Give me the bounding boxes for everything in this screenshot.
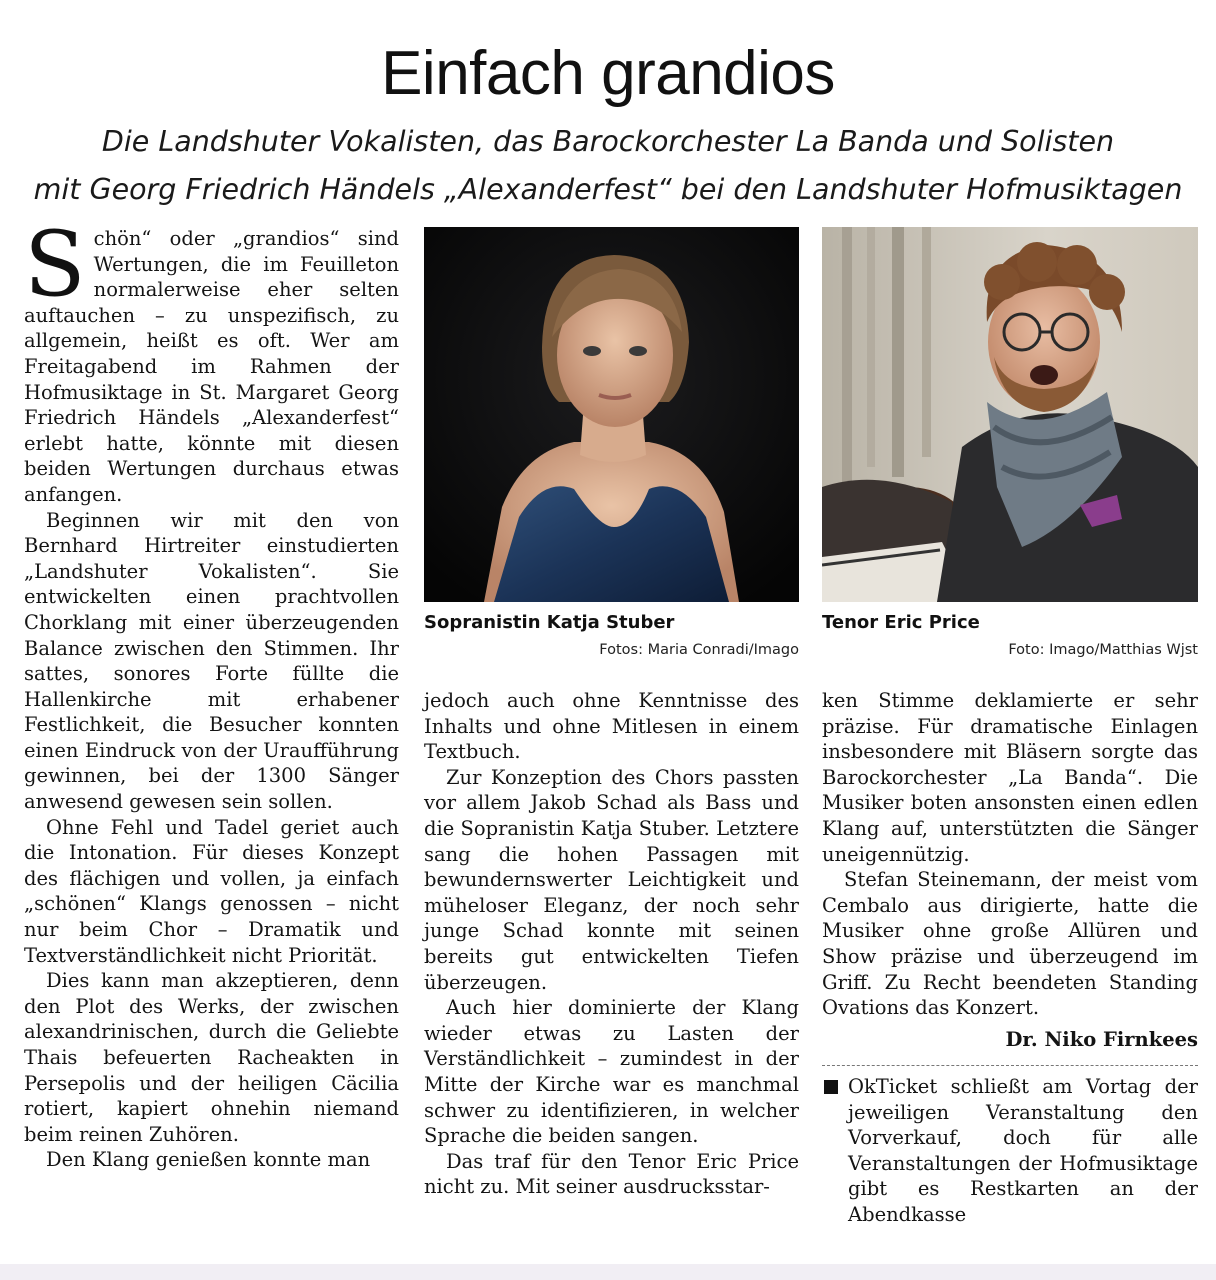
divider: [822, 1065, 1198, 1066]
photo-caption-tenor: Tenor Eric Price: [822, 612, 980, 633]
square-bullet-icon: [824, 1080, 838, 1094]
paragraph: Stefan Steinemann, der meist vom Cembalo aus dirigierte, hatte die Musiker ohne große Allüren und Show präzise und überzeugend im Griff. Zu Recht beendeten Standing Ovations das Konzert.: [822, 868, 1198, 1020]
article-column-3: [822, 688, 1198, 1052]
photo-credit-tenor: Foto: Imago/Matthias Wjst: [1008, 642, 1198, 658]
portrait-soprano-image: [424, 227, 799, 602]
paragraph: Das traf für den Tenor Eric Price nicht zu. Mit seiner ausdrucksstar-: [424, 1149, 799, 1199]
article-column-2: [424, 688, 799, 1200]
photo-caption-soprano: Sopranistin Katja Stuber: [424, 612, 675, 633]
paragraph: Ohne Fehl und Tadel geriet auch die Intonation. Für dieses Konzept des flächigen und vollen, ja einfach „schönen“ Klangs genossen – nicht nur beim Chor – Dramatik und Textverständlichkeit nicht Priorität.: [24, 815, 399, 967]
paragraph: Dies kann man akzeptieren, denn den Plot des Werks, der zwischen alexandrinischen, durch die Geliebte Thais befeuerten Racheakten in Persepolis und der heiligen Cäcilia rotiert, kapiert ohnehin niemand beim reinen Zuhören.: [24, 969, 399, 1146]
paragraph: jedoch auch ohne Kenntnisse des Inhalts und ohne Mitlesen in einem Textbuch.: [424, 689, 799, 764]
photo-soprano: [424, 227, 799, 602]
author-byline: Dr. Niko Firnkees: [1005, 1027, 1198, 1051]
subheadline: [0, 118, 1216, 214]
ticket-info-box: [822, 1074, 1198, 1228]
photo-tenor: [822, 227, 1198, 602]
subheadline-line-2: mit Georg Friedrich Händels „Alexanderfest“ bei den Landshuter Hofmusiktagen: [33, 173, 1183, 206]
drop-cap: S: [24, 212, 86, 317]
paragraph: [24, 212, 399, 508]
paragraph: Auch hier dominierte der Klang wieder etwas zu Lasten der Verständlichkeit – zumindest in der Mitte der Kirche war es manchmal schwer zu identifizieren, in welcher Sprache die beiden sangen.: [424, 996, 799, 1148]
ticket-info-text: OkTicket schließt am Vortag der jeweiligen Veranstaltung den Vorverkauf, doch für alle Veranstaltungen der Hofmusiktage gibt es Restkarten an der Abendkasse: [848, 1075, 1198, 1226]
photo-credit-soprano: Fotos: Maria Conradi/Imago: [599, 642, 799, 658]
article-column-1: [24, 212, 399, 1173]
subheadline-line-1: Die Landshuter Vokalisten, das Barockorchester La Banda und Solisten: [101, 125, 1115, 158]
bottom-edge: [0, 1264, 1216, 1280]
paragraph: Zur Konzeption des Chors passten vor allem Jakob Schad als Bass und die Sopranistin Katja Stuber. Letztere sang die hohen Passagen mit bewundernswerter Leichtigkeit und müheloser Eleganz, der noch sehr junge Schad konnte mit seinen bereits gut entwickelten Tiefen überzeugen.: [424, 765, 799, 994]
paragraph: ken Stimme deklamierte er sehr präzise. Für dramatische Einlagen insbesondere mit Bläsern sorgte das Barockorchester „La Banda“. Die Musiker boten ansonsten einen edlen Klang auf, unterstützten die Sänger uneigennützig.: [822, 689, 1198, 866]
headline: Einfach grandios: [381, 39, 835, 108]
paragraph-text: chön“ oder „grandios“ sind Wertungen, die im Feuilleton normalerweise eher selten auftauchen – zu unspezifisch, zu allgemein, heißt es oft. Wer am Freitagabend im Rahmen der Hofmusiktage in St. Margaret Georg Friedrich Händels „Alexanderfest“ erlebt hatte, könnte mit diesen beiden Wertungen durchaus etwas anfangen.: [24, 227, 399, 506]
paragraph: Beginnen wir mit den von Bernhard Hirtreiter einstudierten „Landshuter Vokalisten“. Sie entwickelten einen prachtvollen Chorklang mit einer überzeugenden Balance zwischen den Stimmen. Ihr sattes, sonores Forte füllte die Hallenkirche mit erhabener Festlichkeit, die Besucher konnten einen Eindruck von der Uraufführung gewinnen, bei der 1300 Sänger anwesend gewesen sein sollen.: [24, 508, 399, 814]
portrait-tenor-image: [822, 227, 1198, 602]
paragraph: Den Klang genießen konnte man: [46, 1148, 371, 1172]
